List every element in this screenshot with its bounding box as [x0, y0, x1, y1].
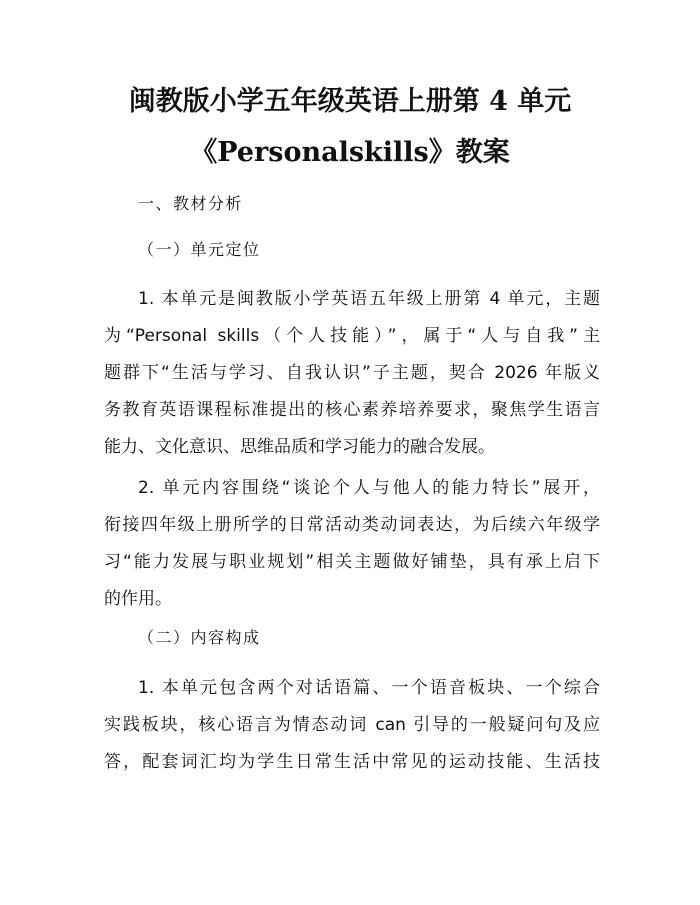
paragraph-line: 为“Personal skills（个人技能）”，属于“人与自我”主: [104, 326, 600, 346]
paragraph-line: 能力、文化意识、思维品质和学习能力的融合发展。: [104, 437, 495, 457]
paragraph-line: 2. 单元内容围绕“谈论个人与他人的能力特长”展开，: [138, 478, 600, 498]
document-subtitle: 《Personalskills》教案: [190, 137, 510, 168]
paragraph-content-composition-1: [104, 670, 600, 781]
paragraph-line: 实践板块，核心语言为情态动词 can 引导的一般疑问句及应: [104, 715, 600, 735]
paragraph-line: 题群下“生活与学习、自我认识”子主题，契合 2026 年版义: [104, 363, 600, 383]
paragraph-line: 衔接四年级上册所学的日常活动类动词表达，为后续六年级学: [104, 515, 600, 535]
section-heading-textbook-analysis: 一、教材分析: [138, 194, 244, 213]
paragraph-line: 的作用。: [104, 589, 172, 609]
paragraph-line: 务教育英语课程标准提出的核心素养培养要求，聚焦学生语言: [104, 400, 600, 420]
document-title: 闽教版小学五年级英语上册第 4 单元: [128, 86, 572, 117]
paragraph-line: 答，配套词汇均为学生日常生活中常见的运动技能、生活技: [104, 752, 600, 772]
paragraph-line: 1. 本单元是闽教版小学英语五年级上册第 4 单元，主题: [138, 289, 600, 309]
paragraph-unit-positioning-1: [104, 281, 600, 466]
paragraph-unit-positioning-2: [104, 470, 600, 618]
paragraph-line: 1. 本单元包含两个对话语篇、一个语音板块、一个综合: [138, 678, 600, 698]
paragraph-line: 习“能力发展与职业规划”相关主题做好铺垫，具有承上启下: [104, 552, 600, 572]
subsection-heading-unit-positioning: （一）单元定位: [138, 240, 261, 259]
subsection-heading-content-composition: （二）内容构成: [138, 628, 261, 647]
